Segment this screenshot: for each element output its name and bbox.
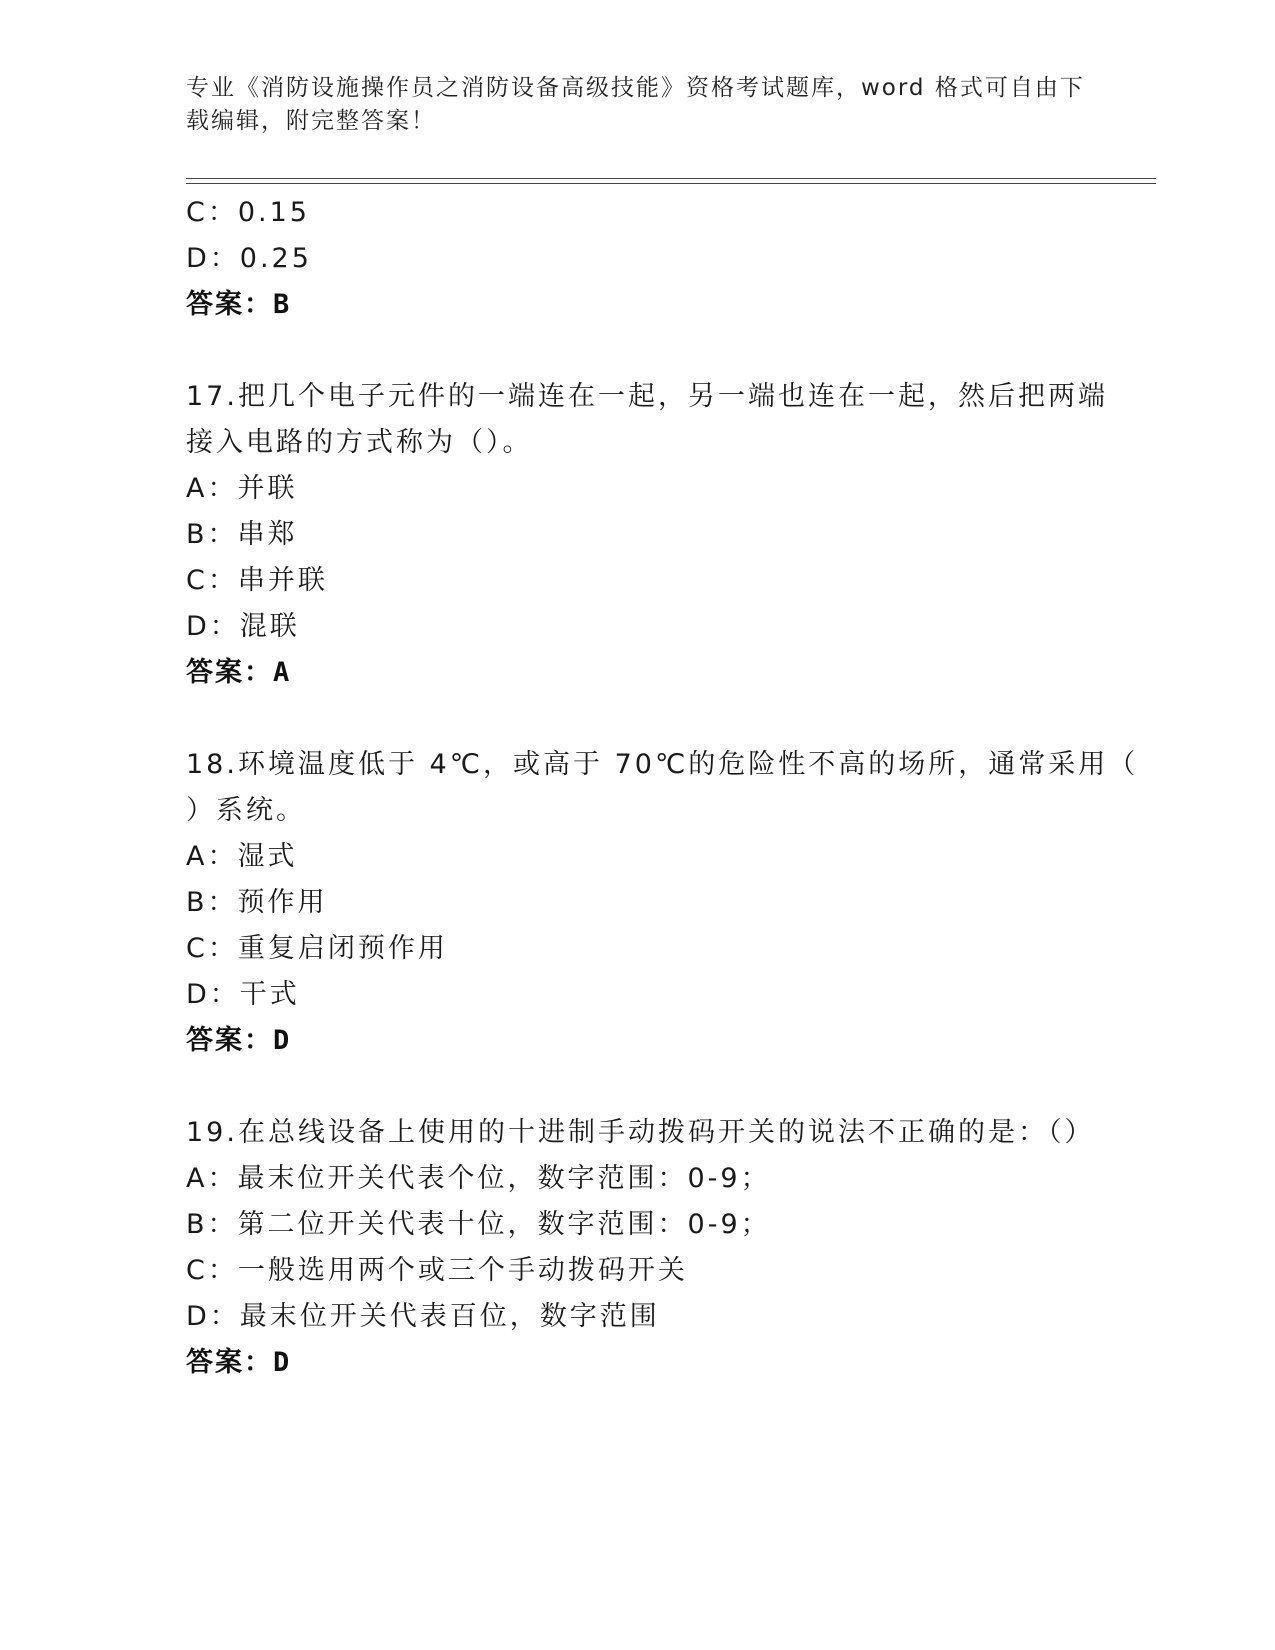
option-b: B：串郑 (186, 519, 298, 550)
header-divider (186, 178, 1156, 184)
answer-value: A (273, 657, 292, 688)
option-c: C：0.15 (186, 197, 310, 228)
answer-label: 答案： (186, 1025, 273, 1056)
option-c: C：串并联 (186, 565, 328, 596)
option-b: B：预作用 (186, 887, 328, 918)
stem-line: ）系统。 (186, 795, 306, 826)
answer-label: 答案： (186, 657, 273, 688)
stem-line: 接入电路的方式称为（）。 (186, 427, 533, 458)
answer-value: D (273, 1347, 292, 1378)
document-header (186, 72, 1086, 138)
option-c: C：重复启闭预作用 (186, 933, 448, 964)
option-c: C：一般选用两个或三个手动拨码开关 (186, 1255, 688, 1286)
option-d: D：干式 (186, 979, 300, 1010)
question-18 (186, 742, 1139, 1064)
header-line-2: 载编辑，附完整答案！ (186, 108, 436, 134)
document-body (186, 190, 1139, 1386)
question-17 (186, 374, 1108, 696)
stem-line: 18.环境温度低于 4℃，或高于 70℃的危险性不高的场所，通常采用（ (186, 749, 1139, 780)
option-b: B：第二位开关代表十位，数字范围：0-9； (186, 1209, 771, 1240)
option-d: D：0.25 (186, 243, 312, 274)
option-a: A：湿式 (186, 841, 298, 872)
option-d: D：最末位开关代表百位，数字范围 (186, 1301, 660, 1332)
answer-line (186, 1018, 1086, 1064)
stem-line: 17.把几个电子元件的一端连在一起，另一端也连在一起，然后把两端 (186, 381, 1108, 412)
answer-value: D (273, 1025, 292, 1056)
question-stem (186, 374, 1108, 466)
question-stem (186, 1110, 1095, 1156)
answer-label: 答案： (186, 289, 273, 320)
answer-label: 答案： (186, 1347, 273, 1378)
question-stem (186, 742, 1139, 834)
answer-line (186, 650, 1086, 696)
option-d: D：混联 (186, 611, 300, 642)
answer-line (186, 1340, 1086, 1386)
stem-line: 19.在总线设备上使用的十进制手动拨码开关的说法不正确的是：（） (186, 1117, 1095, 1148)
question-19 (186, 1110, 1095, 1386)
answer-value: B (273, 289, 292, 320)
header-line-1: 专业《消防设施操作员之消防设备高级技能》资格考试题库，word 格式可自由下 (186, 75, 1085, 101)
option-a: A：并联 (186, 473, 298, 504)
partial-question (186, 190, 1086, 328)
option-a: A：最末位开关代表个位，数字范围：0-9； (186, 1163, 771, 1194)
answer-line (186, 282, 1086, 328)
